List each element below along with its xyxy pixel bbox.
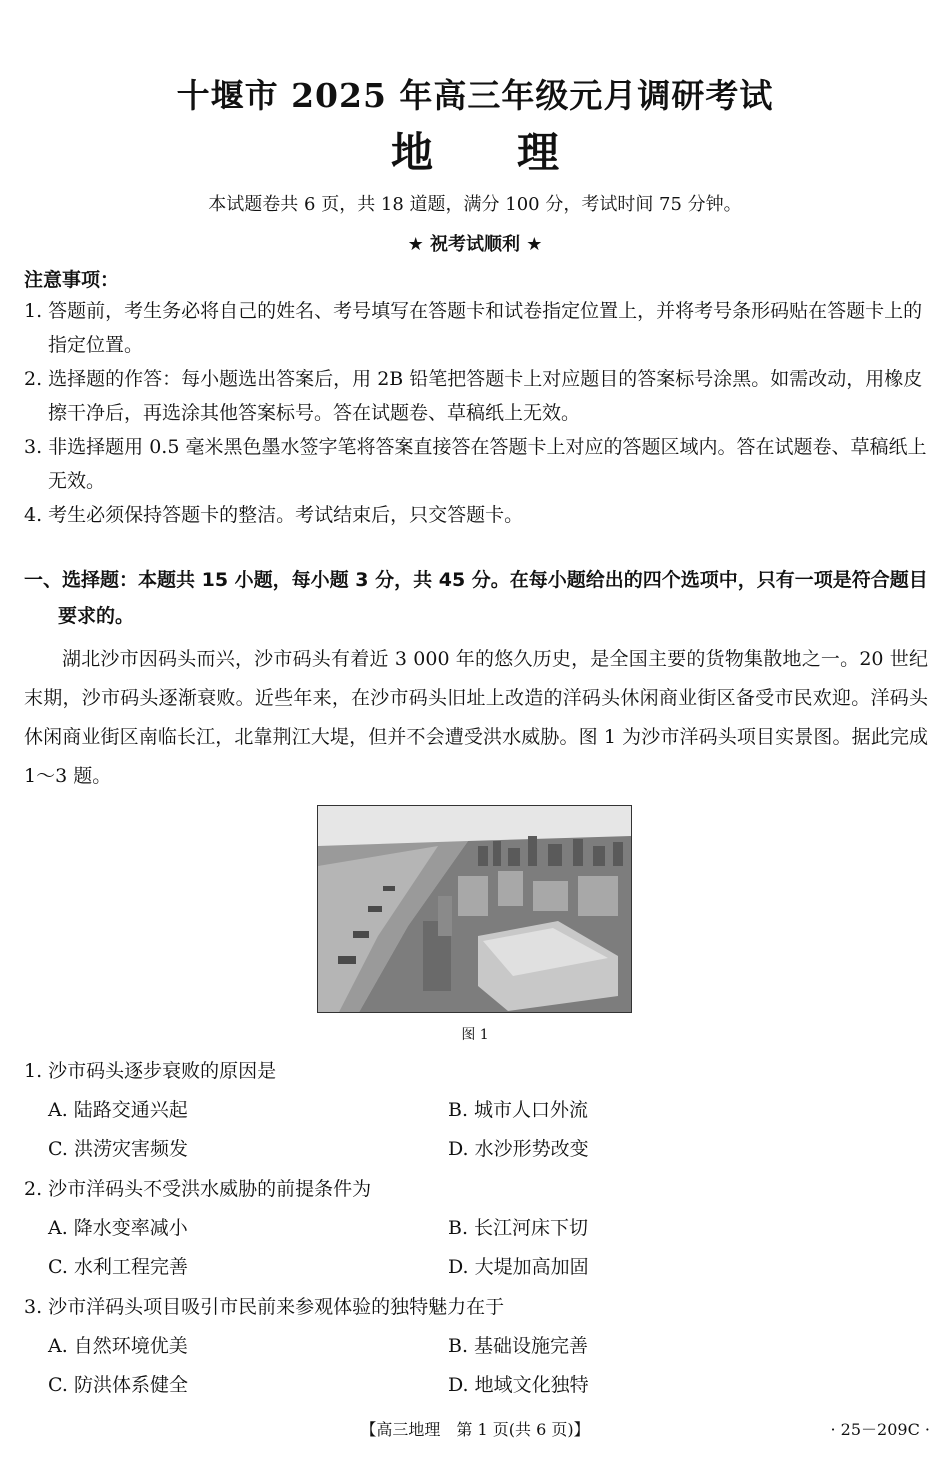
option-b: B. 基础设施完善 (448, 1335, 589, 1357)
option-a: A. 自然环境优美 (48, 1335, 188, 1357)
page-title: 十堰市 2025 年高三年级元月调研考试 (176, 76, 774, 115)
notice-heading: 注意事项： (24, 269, 120, 291)
option-b: B. 长江河床下切 (448, 1217, 589, 1239)
exam-info: 本试题卷共 6 页，共 18 道题，满分 100 分，考试时间 75 分钟。 (208, 194, 742, 215)
question-2 (24, 1170, 928, 1287)
reading-passage: 湖北沙市因码头而兴，沙市码头有着近 3 000 年的悠久历史，是全国主要的货物集散地之一。20 世纪末期，沙市码头逐渐衰败。近些年来，在沙市码头旧址上改造的洋码头休闲商业街区备受市民欢迎。洋码头休闲商业街区南临长江，北靠荆江大堤，但并不会遭受洪水威胁。图 1 为沙市洋码头项目实景图。据此完成 1～3 题。 (24, 648, 928, 787)
wharf-aerial-photo (318, 806, 632, 1013)
notice-item: 2. 选择题的作答：每小题选出答案后，用 2B 铅笔把答题卡上对应题目的答案标号涂黑。如需改动，用橡皮擦干净后，再选涂其他答案标号。答在试题卷、草稿纸上无效。 (24, 368, 923, 424)
option-c: C. 洪涝灾害频发 (48, 1138, 188, 1160)
subject-title: 地 理 (390, 128, 559, 177)
question-1 (24, 1052, 928, 1169)
option-b: B. 城市人口外流 (448, 1099, 589, 1121)
option-d: D. 地域文化独特 (448, 1374, 589, 1396)
page-footer: 【高三地理 第 1 页(共 6 页)】 (360, 1420, 590, 1439)
option-a: A. 陆路交通兴起 (48, 1099, 188, 1121)
question-stem: 3. 沙市洋码头项目吸引市民前来参观体验的独特魅力在于 (24, 1296, 505, 1318)
section-heading: 一、选择题：本题共 15 小题，每小题 3 分，共 45 分。在每小题给出的四个选项中，只有一项是符合题目要求的。 (24, 569, 928, 627)
notice-item: 4. 考生必须保持答题卡的整洁。考试结束后，只交答题卡。 (24, 504, 524, 526)
question-stem: 1. 沙市码头逐步衰败的原因是 (24, 1060, 277, 1082)
option-c: C. 水利工程完善 (48, 1256, 188, 1278)
notice-list (24, 294, 928, 532)
option-d: D. 大堤加高加固 (448, 1256, 589, 1278)
option-d: D. 水沙形势改变 (448, 1138, 589, 1160)
question-stem: 2. 沙市洋码头不受洪水威胁的前提条件为 (24, 1178, 372, 1200)
notice-item: 3. 非选择题用 0.5 毫米黑色墨水签字笔将答案直接答在答题卡上对应的答题区域内。答在试题卷、草稿纸上无效。 (24, 436, 927, 492)
notice-item: 1. 答题前，考生务必将自己的姓名、考号填写在答题卡和试卷指定位置上，并将考号条形码贴在答题卡上的指定位置。 (24, 300, 923, 356)
figure-caption: 图 1 (461, 1027, 489, 1043)
option-c: C. 防洪体系健全 (48, 1374, 188, 1396)
paper-code: · 25－209C · (830, 1420, 930, 1439)
question-3 (24, 1288, 928, 1405)
blessing-line: ★ 祝考试顺利 ★ (407, 234, 543, 255)
option-a: A. 降水变率减小 (48, 1217, 188, 1239)
figure-1-photo (317, 805, 632, 1013)
